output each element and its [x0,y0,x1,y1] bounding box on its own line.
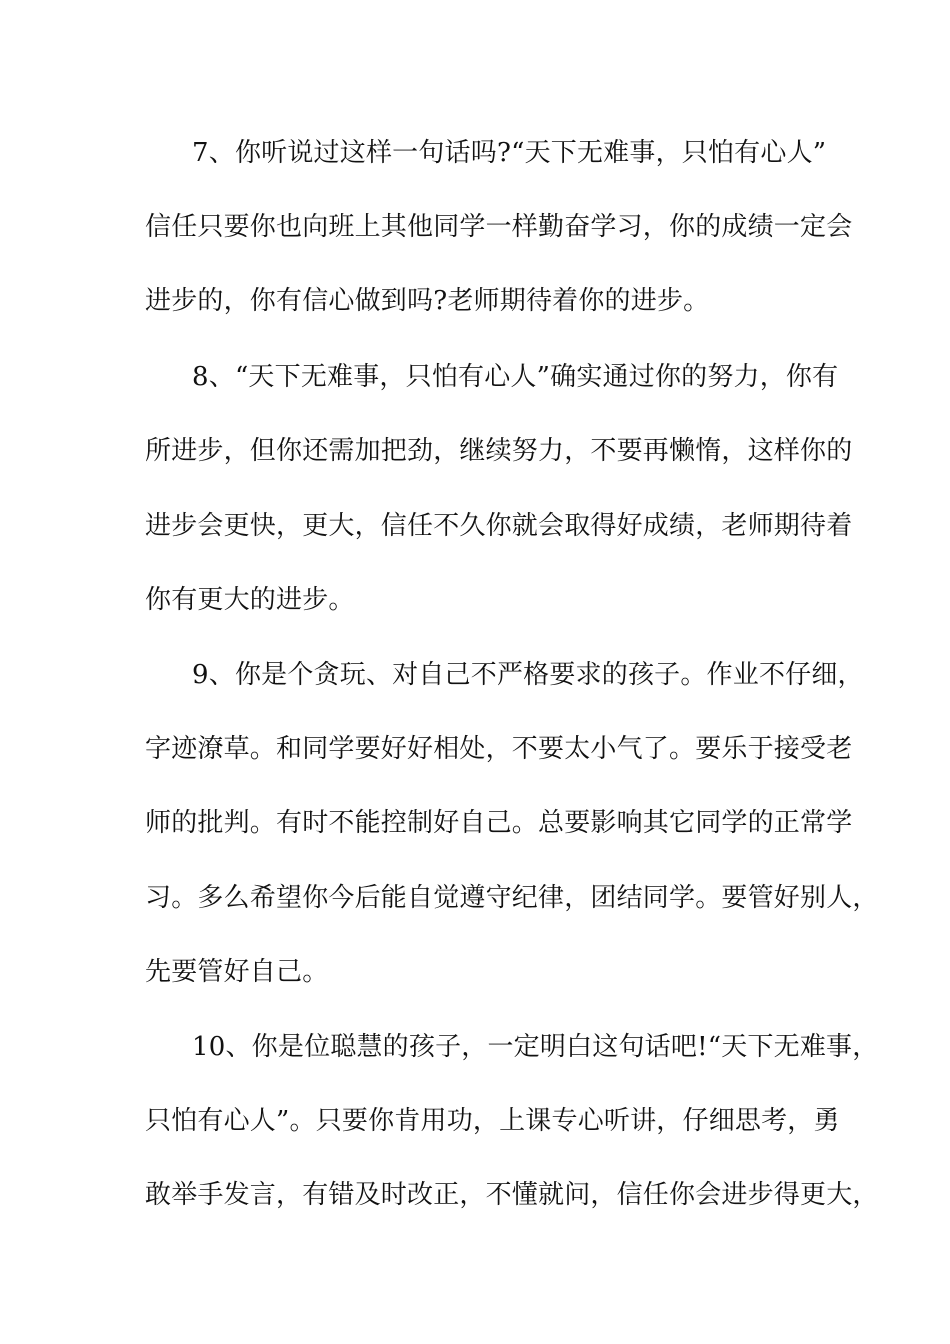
text-line: 先要管好自己。 [145,957,329,987]
text-line: 敢举手发言，有错及时改正，不懂就问，信任你会进步得更大， [145,1180,879,1210]
text-line: 10、你是位聪慧的孩子，一定明白这句话吧!“天下无难事， [192,1032,879,1062]
text-line: 进步会更快，更大，信任不久你就会取得好成绩，老师期待着 [145,511,853,541]
text-line: 字迹潦草。和同学要好好相处，不要太小气了。要乐于接受老 [145,734,853,764]
text-line: 7、你听说过这样一句话吗?“天下无难事，只怕有心人” [192,138,827,168]
text-line: 只怕有心人”。只要你肯用功，上课专心听讲，仔细思考，勇 [145,1106,840,1136]
text-line: 习。多么希望你今后能自觉遵守纪律，团结同学。要管好别人， [145,883,879,913]
text-line: 你有更大的进步。 [145,585,355,615]
text-line: 师的批判。有时不能控制好自己。总要影响其它同学的正常学 [145,808,853,838]
text-line: 进步的，你有信心做到吗?老师期待着你的进步。 [145,286,710,316]
text-line: 9、你是个贪玩、对自己不严格要求的孩子。作业不仔细， [192,660,864,690]
text-line: 信任只要你也向班上其他同学一样勤奋学习，你的成绩一定会 [145,212,853,242]
text-line: 所进步，但你还需加把劲，继续努力，不要再懒惰，这样你的 [145,436,853,466]
text-line: 8、“天下无难事，只怕有心人”确实通过你的努力，你有 [192,362,839,392]
